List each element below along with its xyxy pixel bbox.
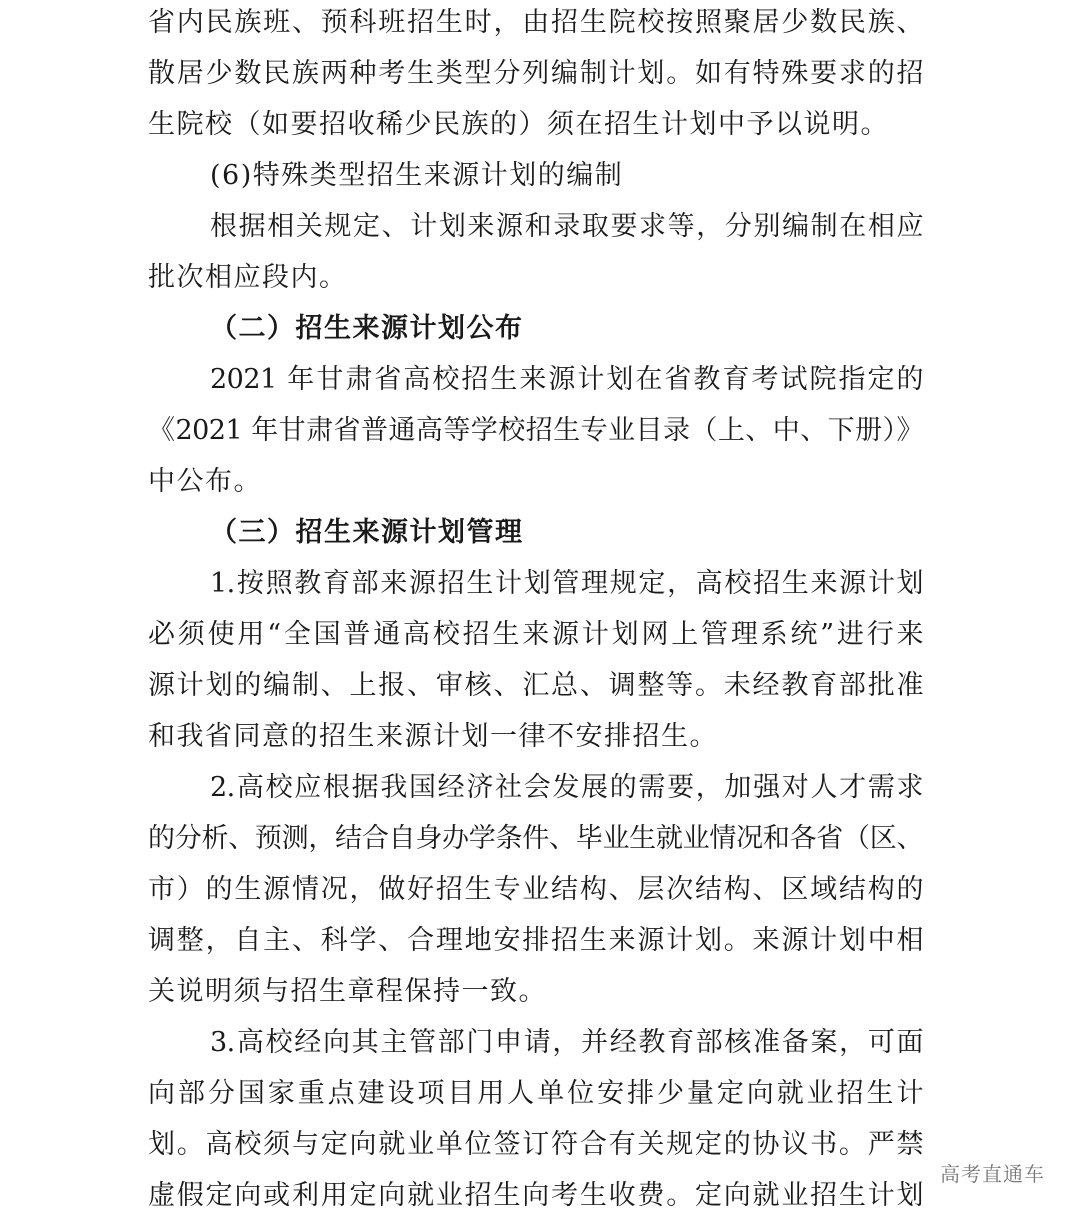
text-line: 关说明须与招生章程保持一致。 [148,976,547,1007]
text-line: 的分析、预测，结合自身办学条件、毕业生就业情况和各省（区、 [148,823,923,854]
watermark-label: 高考直通车 [940,1162,1045,1186]
text-line: 中公布。 [148,466,262,497]
section-heading: （三）招生来源计划管理 [210,517,524,548]
text-line: 虚假定向或利用定向就业招生向考生收费。定向就业招生计划 [148,1180,923,1211]
text-line: (6)特殊类型招生来源计划的编制 [210,160,624,191]
section-heading: （二）招生来源计划公布 [210,313,524,344]
text-line: 必须使用“全国普通高校招生来源计划网上管理系统”进行来 [148,619,923,650]
text-line: 批次相应段内。 [148,262,348,293]
text-line: 根据相关规定、计划来源和录取要求等，分别编制在相应 [210,211,923,242]
text-line: 2021 年甘肃省高校招生来源计划在省教育考试院指定的 [210,364,923,395]
text-line: 生院校（如要招收稀少民族的）须在招生计划中予以说明。 [148,109,889,140]
text-line: 市）的生源情况，做好招生专业结构、层次结构、区域结构的 [148,874,923,905]
text-line: 《2021 年甘肃省普通高等学校招生专业目录（上、中、下册）》 [148,415,923,446]
text-line: 3.高校经向其主管部门申请，并经教育部核准备案，可面 [210,1027,923,1058]
text-line: 调整，自主、科学、合理地安排招生来源计划。来源计划中相 [148,925,923,956]
text-line: 2.高校应根据我国经济社会发展的需要，加强对人才需求 [210,772,923,803]
text-line: 1.按照教育部来源招生计划管理规定，高校招生来源计划 [210,568,923,599]
text-line: 散居少数民族两种考生类型分列编制计划。如有特殊要求的招 [148,58,923,89]
text-line: 源计划的编制、上报、审核、汇总、调整等。未经教育部批准 [148,670,923,701]
text-line: 划。高校须与定向就业单位签订符合有关规定的协议书。严禁 [148,1129,923,1160]
text-line: 省内民族班、预科班招生时，由招生院校按照聚居少数民族、 [148,7,923,38]
text-line: 向部分国家重点建设项目用人单位安排少量定向就业招生计 [148,1078,923,1109]
text-line: 和我省同意的招生来源计划一律不安排招生。 [148,721,718,752]
